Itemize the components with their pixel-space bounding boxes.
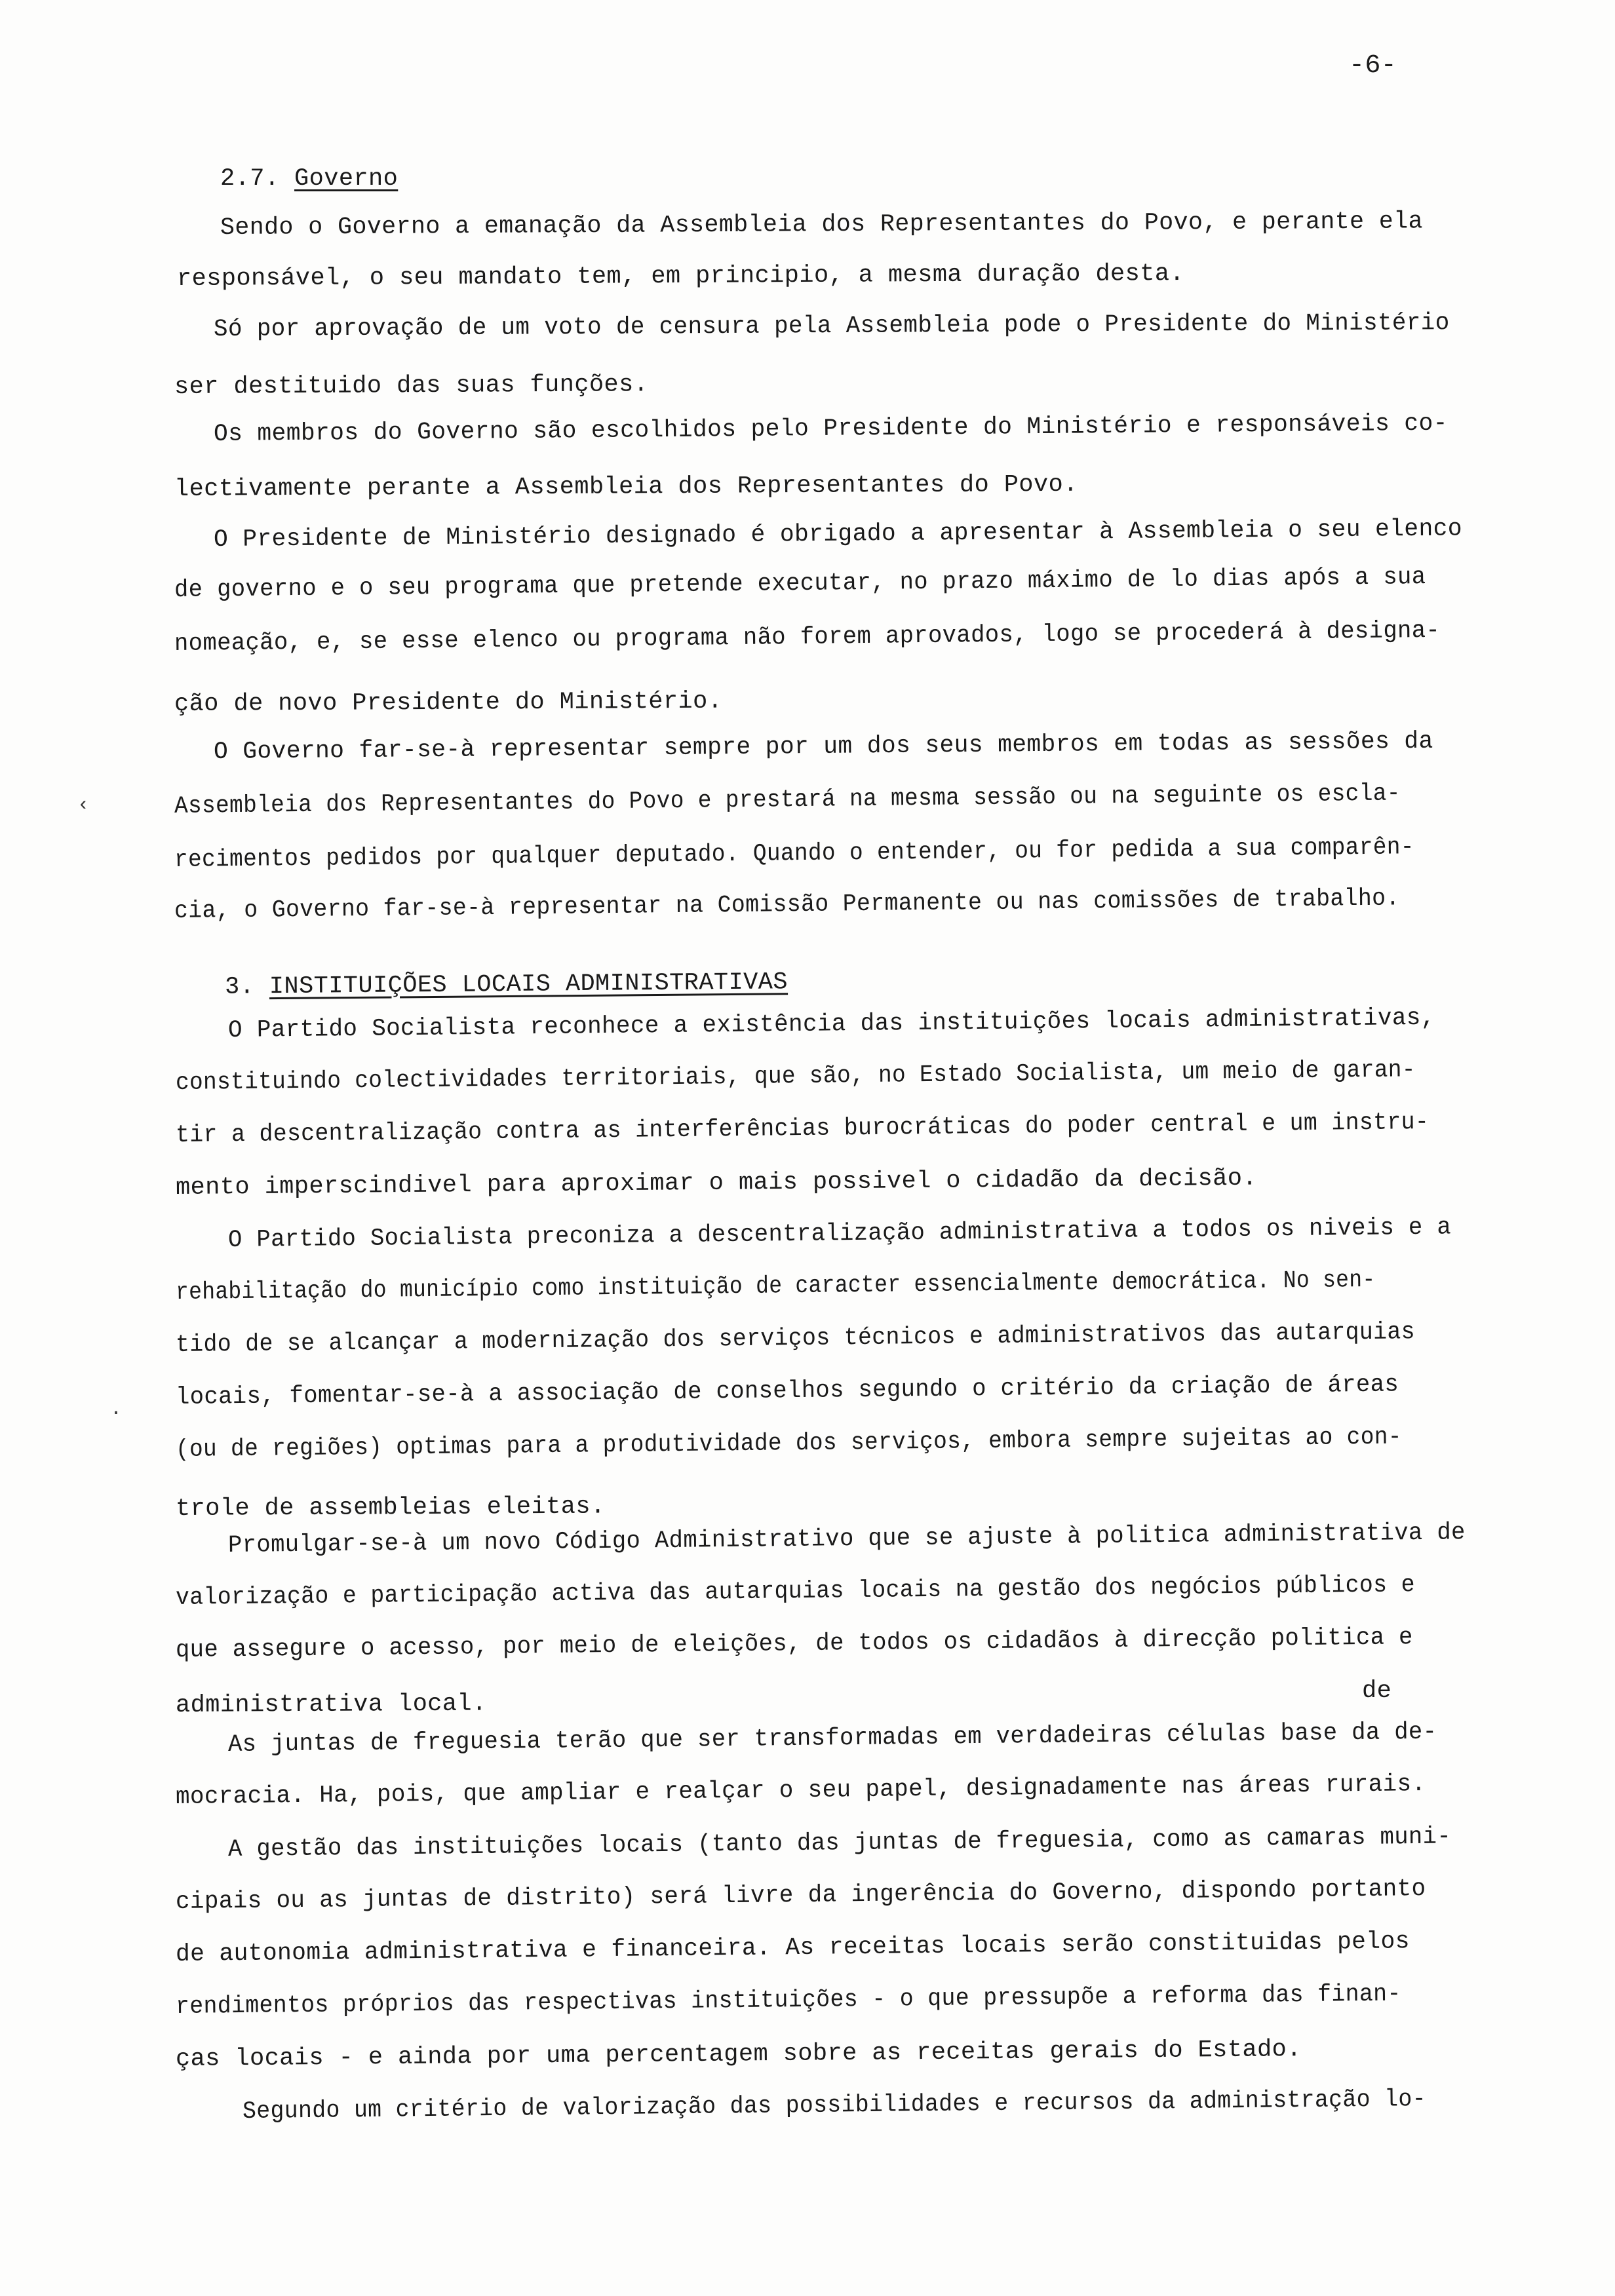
text-line: ser destituido das suas funções. bbox=[174, 371, 649, 401]
text-line: nomeação, e, se esse elenco ou programa não forem aprovados, logo se procederá à designa- bbox=[174, 617, 1441, 658]
text-line: ção de novo Presidente do Ministério. bbox=[174, 687, 723, 718]
page-number: -6- bbox=[1349, 51, 1397, 81]
text-line: A gestão das instituições locais (tanto das juntas de freguesia, como as camaras muni- bbox=[227, 1823, 1452, 1864]
text-line: lectivamente perante a Assembleia dos Representantes do Povo. bbox=[174, 470, 1078, 503]
text-line: O Governo far-se-à representar sempre por um dos seus membros em todas as sessões da bbox=[213, 727, 1433, 766]
text-line: Segundo um critério de valorização das possibilidades e recursos da administração lo- bbox=[242, 2086, 1427, 2126]
text-line: de autonomia administrativa e financeira. As receitas locais serão constituidas pelos bbox=[175, 1928, 1411, 1968]
text-line: locais, fomentar-se-à a associação de conselhos segundo o critério da criação de áreas bbox=[175, 1371, 1399, 1411]
text-line: O Partido Socialista reconhece a existência das instituições locais administrativas, bbox=[227, 1004, 1435, 1044]
text-line: rehabilitação do município como instituição de caracter essencialmente democrática. No sen- bbox=[175, 1266, 1376, 1307]
text-line: Sendo o Governo a emanação da Assembleia dos Representantes do Povo, e perante ela bbox=[220, 208, 1424, 242]
section-heading-2-7 bbox=[220, 165, 398, 193]
text-line: trole de assembleias eleitas. bbox=[175, 1493, 606, 1523]
section-number: 3. bbox=[224, 973, 255, 1001]
text-line: Os membros do Governo são escolhidos pelo Presidente do Ministério e responsáveis co- bbox=[213, 410, 1448, 448]
text-line: tir a descentralização contra as interferências burocráticas do poder central e um instru- bbox=[175, 1108, 1430, 1149]
text-line: (ou de regiões) optimas para a produtividade dos serviços, embora sempre sujeitas ao con- bbox=[175, 1423, 1403, 1464]
text-line: Só por aprovação de um voto de censura pela Assembleia pode o Presidente do Ministério bbox=[213, 309, 1450, 343]
text-insertion: de bbox=[1362, 1677, 1392, 1705]
text-line: Assembleia dos Representantes do Povo e prestará na mesma sessão ou na seguinte os escla- bbox=[174, 780, 1401, 820]
text-line: que assegure o acesso, por meio de eleições, de todos os cidadãos à direcção politica e bbox=[175, 1624, 1413, 1664]
text-line: recimentos pedidos por qualquer deputado. Quando o entender, ou for pedida a sua comparên- bbox=[174, 833, 1415, 874]
section-title: INSTITUIÇÕES LOCAIS ADMINISTRATIVAS bbox=[269, 968, 788, 1001]
section-number: 2.7. bbox=[220, 165, 280, 193]
section-title: Governo bbox=[294, 165, 399, 193]
text-line: responsável, o seu mandato tem, em principio, a mesma duração desta. bbox=[176, 259, 1185, 293]
text-line: constituindo colectividades territoriais, que são, no Estado Socialista, um meio de garan- bbox=[175, 1056, 1416, 1097]
text-line: rendimentos próprios das respectivas instituições - o que pressupõe a reforma das finan- bbox=[175, 1980, 1401, 2021]
text-line: mento imperscindivel para aproximar o mais possivel o cidadão da decisão. bbox=[175, 1164, 1258, 1202]
text-line: de governo e o seu programa que pretende executar, no prazo máximo de lo dias após a sua bbox=[174, 564, 1426, 604]
text-line: O Partido Socialista preconiza a descentralização administrativa a todos os niveis e a bbox=[227, 1214, 1452, 1254]
text-line: As juntas de freguesia terão que ser transformadas em verdadeiras células base da de- bbox=[227, 1718, 1437, 1759]
margin-mark: · bbox=[110, 1402, 123, 1425]
margin-mark: ‹ bbox=[77, 794, 90, 816]
text-line: tido de se alcançar a modernização dos serviços técnicos e administrativos das autarquias bbox=[175, 1318, 1416, 1359]
text-line: cia, o Governo far-se-à representar na Comissão Permanente ou nas comissões de trabalho. bbox=[174, 885, 1400, 925]
text-line: valorização e participação activa das autarquias locais na gestão dos negócios públicos e bbox=[175, 1571, 1416, 1612]
text-line: ças locais - e ainda por uma percentagem sobre as receitas gerais do Estado. bbox=[175, 2036, 1302, 2073]
text-line: administrativa local. bbox=[175, 1690, 487, 1719]
text-line: cipais ou as juntas de distrito) será livre da ingerência do Governo, dispondo portanto bbox=[175, 1875, 1426, 1916]
section-heading-3 bbox=[225, 968, 788, 1001]
text-line: O Presidente de Ministério designado é obrigado a apresentar à Assembleia o seu elenco bbox=[213, 515, 1463, 554]
text-line: mocracia. Ha, pois, que ampliar e realçar o seu papel, designadamente nas áreas rurais. bbox=[175, 1770, 1426, 1811]
text-line: Promulgar-se-à um novo Código Administrativo que se ajuste à politica administrativa de bbox=[227, 1519, 1466, 1559]
